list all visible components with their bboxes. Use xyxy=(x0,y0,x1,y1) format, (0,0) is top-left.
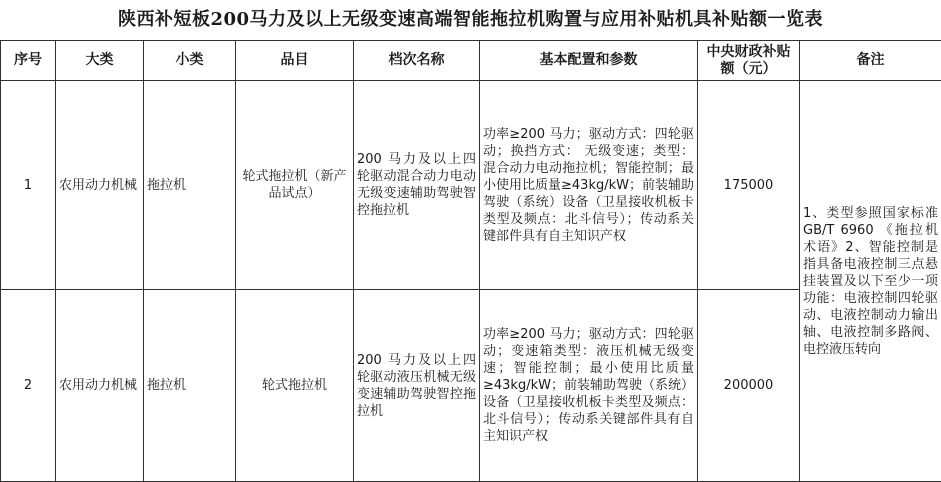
row-item: 轮式拖拉机（新产品试点） xyxy=(236,81,354,290)
row-subcategory: 拖拉机 xyxy=(144,290,236,482)
header-grade-name: 档次名称 xyxy=(354,41,480,81)
header-seq: 序号 xyxy=(1,41,56,81)
header-config: 基本配置和参数 xyxy=(480,41,698,81)
remarks-cell: 1、类型参照国家标准 GB/T 6960 《拖拉机术语》2、智能控制是指具备电液控制三点悬挂装置及以下至少一项功能：电液控制四轮驱动、电液控制动力输出轴、电液控制多路阀、电控液压转向 xyxy=(800,81,941,482)
table-header-row xyxy=(1,41,941,81)
row-config: 功率≥200 马力；驱动方式：四轮驱动；换挡方式： 无级变速；类型：混合动力电动拖拉机；智能控制；最小使用比质量≥43kg/kW；前装辅助驾驶（系统）设备（卫星接收机板卡类型及频点：北斗信号）；传动系关键部件具有自主知识产权 xyxy=(480,81,698,290)
header-subcategory: 小类 xyxy=(144,41,236,81)
row-subsidy: 175000 xyxy=(698,81,800,290)
header-item: 品目 xyxy=(236,41,354,81)
header-category: 大类 xyxy=(56,41,144,81)
header-subsidy: 中央财政补贴额（元） xyxy=(698,41,800,81)
row-category: 农用动力机械 xyxy=(56,81,144,290)
subsidy-table xyxy=(0,40,941,482)
row-category: 农用动力机械 xyxy=(56,290,144,482)
row-config: 功率≥200 马力；驱动方式：四轮驱动；变速箱类型：液压机械无级变速；智能控制；最小使用比质量≥43kg/kW；前装辅助驾驶（系统）设备（卫星接收机板卡类型及频点：北斗信号）；传动系关键部件具有自主知识产权 xyxy=(480,290,698,482)
header-remarks: 备注 xyxy=(800,41,941,81)
row-grade-name: 200 马力及以上四轮驱动混合动力电动无级变速辅助驾驶智控拖拉机 xyxy=(354,81,480,290)
row-seq: 1 xyxy=(1,81,56,290)
row-seq: 2 xyxy=(1,290,56,482)
row-grade-name: 200 马力及以上四轮驱动液压机械无级变速辅助驾驶智控拖拉机 xyxy=(354,290,480,482)
row-subcategory: 拖拉机 xyxy=(144,81,236,290)
row-item: 轮式拖拉机 xyxy=(236,290,354,482)
document-title: 陕西补短板200马力及以上无级变速高端智能拖拉机购置与应用补贴机具补贴额一览表 xyxy=(0,0,941,40)
row-subsidy: 200000 xyxy=(698,290,800,482)
table-row xyxy=(1,81,941,290)
